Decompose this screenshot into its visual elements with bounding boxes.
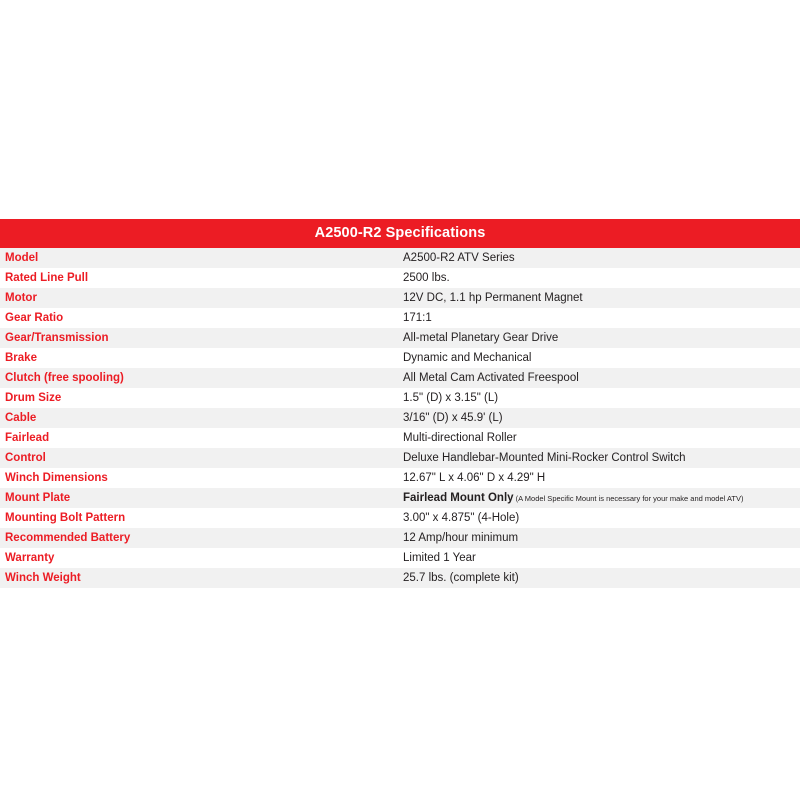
spec-value — [400, 348, 800, 368]
spec-value-text: 12 Amp/hour minimum — [403, 532, 519, 544]
spec-label: Gear Ratio — [0, 308, 400, 328]
spec-value-text: Limited 1 Year — [403, 552, 476, 564]
spec-value — [400, 488, 800, 508]
spec-value-text: Multi-directional Roller — [403, 432, 517, 444]
spec-value — [400, 468, 800, 488]
table-row — [0, 448, 800, 468]
spec-label: Drum Size — [0, 388, 400, 408]
spec-value-text: 2500 lbs. — [403, 272, 450, 284]
spec-label: Warranty — [0, 548, 400, 568]
spec-label: Motor — [0, 288, 400, 308]
spec-value — [400, 268, 800, 288]
spec-value-text: 12.67" L x 4.06" D x 4.29" H — [403, 472, 546, 484]
spec-value-text: 3.00" x 4.875" (4-Hole) — [403, 512, 520, 524]
spec-value — [400, 308, 800, 328]
spec-label: Rated Line Pull — [0, 268, 400, 288]
spec-value-text: A2500-R2 ATV Series — [403, 252, 515, 264]
table-row — [0, 268, 800, 288]
spec-value — [400, 508, 800, 528]
table-row — [0, 528, 800, 548]
spec-label: Recommended Battery — [0, 528, 400, 548]
spec-value — [400, 328, 800, 348]
table-row — [0, 368, 800, 388]
spec-value — [400, 368, 800, 388]
table-row — [0, 488, 800, 508]
spec-label: Control — [0, 448, 400, 468]
specifications-panel — [0, 219, 800, 588]
spec-label: Model — [0, 248, 400, 268]
spec-value — [400, 388, 800, 408]
spec-label: Cable — [0, 408, 400, 428]
spec-value-text: 12V DC, 1.1 hp Permanent Magnet — [403, 292, 583, 304]
table-row — [0, 568, 800, 588]
spec-table-header-row — [0, 219, 800, 248]
spec-label: Winch Dimensions — [0, 468, 400, 488]
table-row — [0, 408, 800, 428]
table-row — [0, 248, 800, 268]
table-row — [0, 468, 800, 488]
spec-value-text: 171:1 — [403, 312, 432, 324]
table-row — [0, 328, 800, 348]
table-row — [0, 548, 800, 568]
table-row — [0, 288, 800, 308]
spec-value — [400, 288, 800, 308]
table-row — [0, 388, 800, 408]
spec-label: Mounting Bolt Pattern — [0, 508, 400, 528]
spec-value-text: 25.7 lbs. (complete kit) — [403, 572, 519, 584]
spec-label: Clutch (free spooling) — [0, 368, 400, 388]
spec-value — [400, 548, 800, 568]
spec-label: Mount Plate — [0, 488, 400, 508]
spec-value-text: Deluxe Handlebar-Mounted Mini-Rocker Control Switch — [403, 452, 686, 464]
spec-value-text: Dynamic and Mechanical — [403, 352, 532, 364]
spec-value — [400, 248, 800, 268]
table-row — [0, 508, 800, 528]
spec-label: Brake — [0, 348, 400, 368]
spec-table-title: A2500-R2 Specifications — [0, 219, 800, 248]
spec-value-text: Fairlead Mount Only — [403, 492, 514, 504]
spec-value — [400, 428, 800, 448]
spec-label: Winch Weight — [0, 568, 400, 588]
table-row — [0, 428, 800, 448]
spec-value-text: All-metal Planetary Gear Drive — [403, 332, 559, 344]
spec-value — [400, 408, 800, 428]
spec-value-text: All Metal Cam Activated Freespool — [403, 372, 579, 384]
spec-value-note: (A Model Specific Mount is necessary for your make and model ATV) — [513, 494, 744, 503]
specifications-table — [0, 219, 800, 588]
spec-value — [400, 528, 800, 548]
spec-value — [400, 568, 800, 588]
spec-table-body — [0, 219, 800, 588]
spec-value-text: 3/16" (D) x 45.9' (L) — [403, 412, 503, 424]
spec-label: Fairlead — [0, 428, 400, 448]
table-row — [0, 308, 800, 328]
spec-value-text: 1.5" (D) x 3.15" (L) — [403, 392, 499, 404]
spec-label: Gear/Transmission — [0, 328, 400, 348]
spec-value — [400, 448, 800, 468]
table-row — [0, 348, 800, 368]
